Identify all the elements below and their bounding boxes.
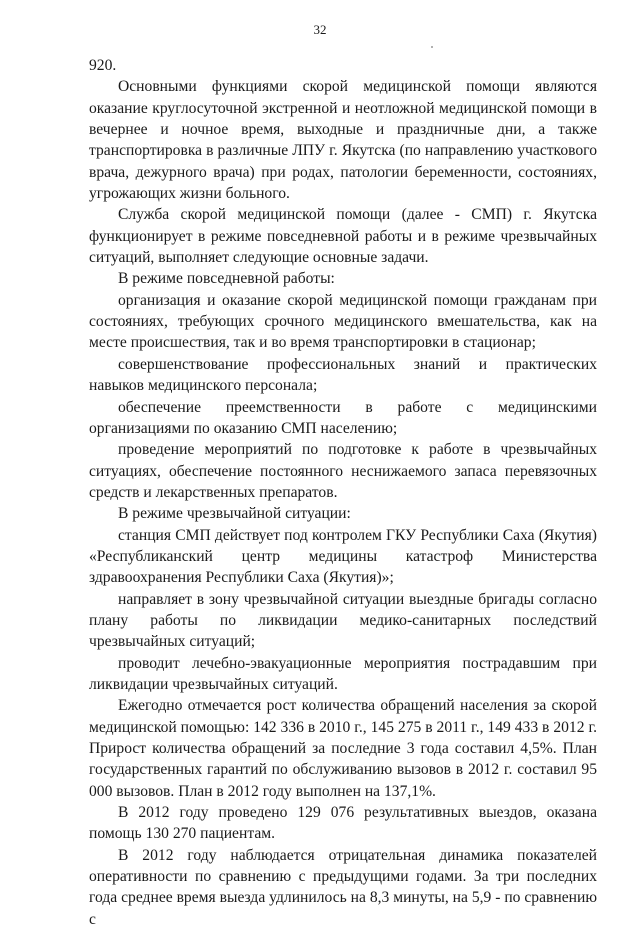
paragraph-smp-service: Служба скорой медицинской помощи (далее - СМП) г. Якутска функционирует в режиме повседневной работы и в режиме чрезвычайных ситуаций, выполняет следующие основные задачи. [89,206,597,267]
paragraph-emergency-item-3: проводит лечебно-эвакуационные мероприятия пострадавшим при ликвидации чрезвычайных ситуаций. [89,654,597,693]
paragraph-daily-item-2: совершенствование профессиональных знаний и практических навыков медицинского персонала; [89,355,597,395]
scan-speck [431,46,433,48]
paragraph-emergency-mode-heading: В режиме чрезвычайной ситуации: [118,505,351,523]
paragraph-daily-item-3: обеспечение преемственности в работе с медицинскими организациями по оказанию СМП населению; [89,398,597,437]
paragraph-daily-item-4: проведение мероприятий по подготовке к работе в чрезвычайных ситуациях, обеспечение постоянного неснижаемого запаса перевязочных средств и лекарственных препаратов. [89,441,597,501]
paragraph-daily-item-1: организация и оказание скорой медицинской помощи гражданам при состояниях, требующих срочного медицинского вмешательства, как на месте происшествия, так и во время транспортировки в стационар; [89,291,597,352]
paragraph-smp-functions: Основными функциями скорой медицинской помощи являются оказание круглосуточной экстренной и неотложной медицинской помощи в вечернее и ночное время, выходные и праздничные дни, а также транспортировка в различные ЛПУ г. Якутска (по направлению участкового врача, дежурного врача) при родах, патологии беременности, состояниях, угрожающих жизни больного. [89,78,597,203]
document-body [89,55,597,930]
paragraph-emergency-item-2: направляет в зону чрезвычайной ситуации выездные бригады согласно плану работы по ликвидации медико-санитарных последствий чрезвычайных ситуаций; [89,590,597,651]
paragraph-call-statistics: Ежегодно отмечается рост количества обращений населения за скорой медицинской помощью: 142 336 в 2010 г., 145 275 в 2011 г., 149 433 в 2012 г. Прирост количества обращений за последние 3 года составил 4,5%. План государственных гарантий по обслуживанию вызовов в 2012 г. составил 95 000 вызовов. План в 2012 году выполнен на 137,1%. [89,697,597,800]
paragraph-emergency-item-1: станция СМП действует под контролем ГКУ Республики Саха (Якутия) «Республиканский центр медицины катастроф Министерства здравоохранения Республики Саха (Якутия)»; [89,526,597,587]
page-number: 32 [313,22,327,37]
paragraph-response-dynamics: В 2012 году наблюдается отрицательная динамика показателей оперативности по сравнению с предыдущими годами. За три последних года среднее время выезда удлинилось на 8,3 минуты, на 5,9 - по сравнению с [89,846,597,928]
paragraph-2012-trips: В 2012 году проведено 129 076 результативных выездов, оказана помощь 130 270 пациентам. [89,804,597,843]
paragraph-continuation: 920. [89,57,117,74]
paragraph-daily-mode-heading: В режиме повседневной работы: [118,270,335,288]
